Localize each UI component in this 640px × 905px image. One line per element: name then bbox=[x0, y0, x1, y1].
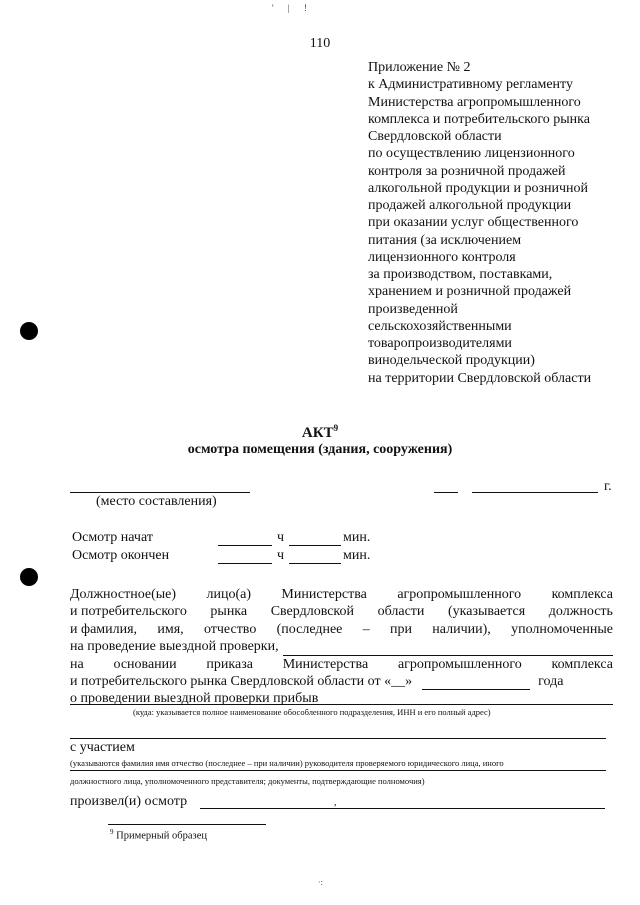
end-hours-unit: ч bbox=[277, 548, 285, 563]
footnote bbox=[110, 828, 207, 842]
paragraph-word: отчество bbox=[203, 621, 257, 637]
order-quote-close: » bbox=[405, 674, 413, 690]
appendix-line: по осуществлению лицензионного bbox=[368, 146, 575, 162]
officials-line-5 bbox=[70, 656, 613, 673]
paragraph-word: наличии), bbox=[432, 621, 491, 637]
participation-label: с участием bbox=[70, 740, 135, 755]
appendix-header bbox=[368, 59, 630, 387]
order-month-field[interactable] bbox=[422, 673, 530, 690]
footnote-mark: 9 bbox=[110, 828, 114, 836]
appendix-line: товаропроизводителями bbox=[368, 336, 512, 351]
order-year-word: года bbox=[538, 674, 564, 690]
officials-line-1 bbox=[70, 586, 613, 603]
act-title-text: АКТ bbox=[301, 425, 334, 441]
paragraph-word: Свердловской bbox=[270, 604, 355, 620]
order-text: и потребительского рынка Свердловской области от « bbox=[70, 674, 392, 690]
footnote-text: Примерный образец bbox=[116, 830, 207, 842]
start-hours-unit: ч bbox=[277, 530, 285, 545]
end-hours-field[interactable] bbox=[218, 563, 272, 564]
participation-field[interactable] bbox=[70, 770, 606, 771]
paragraph-word: и потребительского bbox=[70, 604, 187, 620]
bottom-speck: ·: bbox=[318, 878, 323, 887]
paragraph-word: основании bbox=[113, 656, 177, 672]
appendix-line: за производством, поставками, bbox=[368, 267, 553, 282]
paragraph-word: агропромышленного bbox=[397, 656, 522, 672]
address-continuation-field[interactable] bbox=[70, 738, 606, 739]
day-field[interactable] bbox=[434, 492, 458, 493]
appendix-line: Свердловской области bbox=[368, 129, 502, 144]
appendix-line: лицензионного контроля bbox=[368, 249, 516, 265]
participation-hint-1: (указываются фамилия имя отчество (последнее – при наличии) руководителя проверяемого юридического лица, иного bbox=[70, 758, 504, 768]
paragraph-word: лицо(а) bbox=[206, 587, 251, 602]
participation-hint-2: должностного лица, уполномоченного представителя; документы, подтверждающие полномочия) bbox=[70, 776, 425, 786]
end-minutes-field[interactable] bbox=[289, 563, 341, 564]
paragraph-word: рынка bbox=[210, 604, 248, 620]
year-suffix: г. bbox=[604, 479, 612, 494]
performed-comma: , bbox=[334, 797, 337, 808]
paragraph-word: Должностное(ые) bbox=[70, 587, 177, 602]
officials-line-6 bbox=[70, 673, 613, 690]
end-minutes-unit: мин. bbox=[343, 548, 371, 563]
punch-hole-bottom bbox=[20, 568, 38, 586]
paragraph-word: агропромышленного bbox=[397, 587, 522, 602]
appendix-line: комплекса и потребительского рынка bbox=[368, 111, 590, 127]
paragraph-word: на bbox=[70, 656, 84, 672]
appendix-line: питания (за исключением bbox=[368, 232, 522, 248]
page-number: 110 bbox=[309, 36, 331, 51]
arrival-address-field[interactable] bbox=[70, 704, 613, 705]
start-hours-field[interactable] bbox=[218, 545, 272, 546]
paragraph-word: должность bbox=[548, 604, 613, 620]
punch-hole-top bbox=[20, 322, 38, 340]
paragraph-word: Министерства bbox=[282, 656, 369, 672]
end-label: Осмотр окончен bbox=[72, 548, 170, 563]
officials-line-4 bbox=[70, 638, 613, 655]
act-footnote-mark: 9 bbox=[333, 423, 339, 433]
act-title bbox=[0, 423, 640, 442]
appendix-line: на территории Свердловской области bbox=[368, 370, 592, 386]
paragraph-word: при bbox=[390, 621, 412, 637]
paragraph-word: комплекса bbox=[551, 656, 613, 672]
arrival-text: о проведении выездной проверки прибыв bbox=[70, 691, 319, 707]
paragraph-word: уполномоченные bbox=[511, 621, 613, 637]
appendix-line: произведенной bbox=[368, 301, 458, 317]
appendix-line: продажей алкогольной продукции bbox=[368, 198, 572, 213]
order-day-field[interactable]: __ bbox=[391, 674, 406, 690]
appendix-line: Приложение № 2 bbox=[368, 60, 471, 75]
appendix-line: контроля за розничной продажей bbox=[368, 163, 566, 179]
officials-line-7 bbox=[70, 690, 613, 707]
appendix-line: при оказании услуг общественного bbox=[368, 215, 579, 231]
officials-line-2 bbox=[70, 603, 613, 620]
scan-specks: ' | ! bbox=[272, 3, 313, 13]
paragraph-word: и фамилия, bbox=[70, 621, 138, 637]
paragraph-word: комплекса bbox=[551, 587, 613, 602]
paragraph-word: имя, bbox=[157, 621, 184, 637]
officials-field[interactable] bbox=[283, 638, 613, 655]
place-field[interactable] bbox=[70, 492, 250, 493]
inspection-assignment-text: на проведение выездной проверки, bbox=[70, 639, 279, 655]
start-label: Осмотр начат bbox=[72, 530, 153, 545]
act-subtitle: осмотра помещения (здания, сооружения) bbox=[187, 442, 453, 457]
paragraph-word: приказа bbox=[206, 656, 253, 672]
month-year-field[interactable] bbox=[472, 492, 598, 493]
paragraph-word: – bbox=[362, 621, 370, 637]
appendix-line: к Административному регламенту bbox=[368, 77, 573, 93]
place-caption: (место составления) bbox=[96, 494, 217, 509]
start-minutes-field[interactable] bbox=[289, 545, 341, 546]
appendix-line: хранением и розничной продажей bbox=[368, 284, 572, 300]
performed-field[interactable] bbox=[200, 808, 605, 809]
appendix-line: Министерства агропромышленного bbox=[368, 94, 581, 110]
appendix-line: сельскохозяйственными bbox=[368, 318, 512, 334]
address-hint: (куда: указывается полное наименование обособленного подразделения, ИНН и его полный адрес) bbox=[133, 707, 491, 717]
paragraph-word: Министерства bbox=[281, 587, 367, 602]
start-minutes-unit: мин. bbox=[343, 530, 371, 545]
appendix-line: алкогольной продукции и розничной bbox=[368, 180, 589, 196]
appendix-line: винодельческой продукции) bbox=[368, 353, 535, 369]
paragraph-word: области bbox=[377, 604, 425, 620]
performed-label: произвел(и) осмотр bbox=[70, 794, 188, 809]
officials-line-3 bbox=[70, 621, 613, 638]
paragraph-word: (указывается bbox=[448, 604, 526, 620]
officials-paragraph bbox=[70, 586, 613, 708]
paragraph-word: (последнее bbox=[276, 621, 343, 637]
footnote-rule bbox=[108, 824, 266, 825]
